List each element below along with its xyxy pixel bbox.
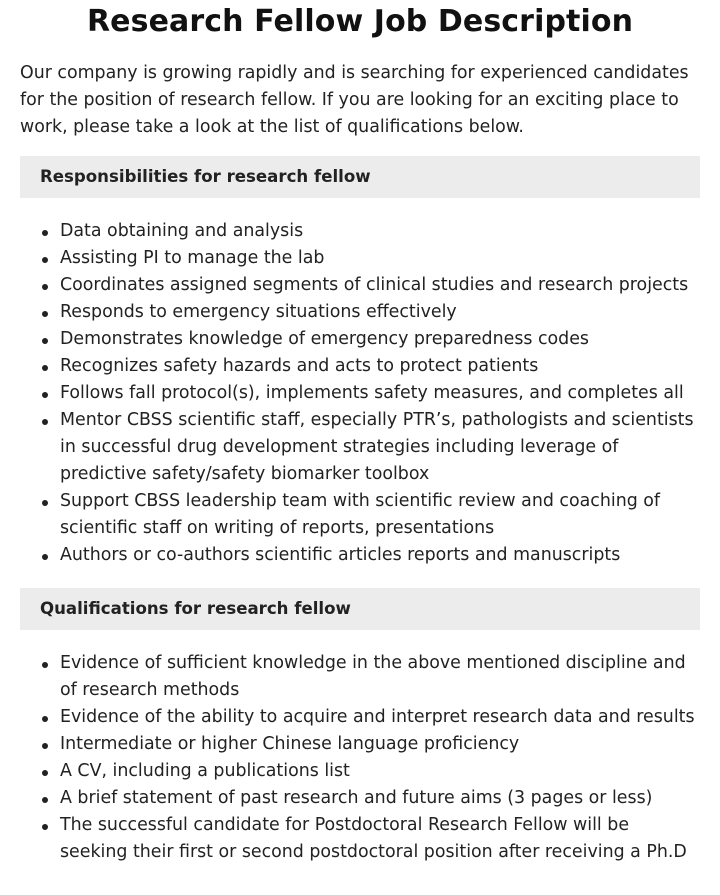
responsibilities-heading: Responsibilities for research fellow (20, 156, 700, 198)
list-item: Authors or co-authors scientific articles reports and manuscripts (20, 542, 700, 569)
list-item: Follows fall protocol(s), implements safety measures, and completes all (20, 380, 700, 407)
list-item: Mentor CBSS scientific staff, especially PTR’s, pathologists and scientists in successful drug development strategies including leverage of predictive safety/safety biomarker toolbox (20, 407, 700, 488)
list-item: A CV, including a publications list (20, 758, 700, 785)
list-item: Support CBSS leadership team with scientific review and coaching of scientific staff on writing of reports, presentations (20, 488, 700, 542)
responsibilities-list (20, 218, 700, 569)
list-item: Responds to emergency situations effectively (20, 299, 700, 326)
list-item: Intermediate or higher Chinese language proficiency (20, 731, 700, 758)
list-item: Coordinates assigned segments of clinical studies and research projects (20, 272, 700, 299)
page-title: Research Fellow Job Description (86, 4, 634, 39)
list-item: Assisting PI to manage the lab (20, 245, 700, 272)
qualifications-heading: Qualifications for research fellow (20, 588, 700, 630)
list-item: Demonstrates knowledge of emergency preparedness codes (20, 326, 700, 353)
list-item: The successful candidate for Postdoctoral Research Fellow will be seeking their first or second postdoctoral position after receiving a Ph.D (20, 812, 700, 866)
list-item: Recognizes safety hazards and acts to protect patients (20, 353, 700, 380)
qualifications-list (20, 650, 700, 866)
list-item: Evidence of the ability to acquire and interpret research data and results (20, 704, 700, 731)
intro-paragraph: Our company is growing rapidly and is searching for experienced candidates for the position of research fellow. If you are looking for an exciting place to work, please take a look at the list of qualifications below. (20, 63, 689, 137)
list-item: Evidence of sufficient knowledge in the above mentioned discipline and of research methods (20, 650, 700, 704)
list-item: Data obtaining and analysis (20, 218, 700, 245)
list-item: A brief statement of past research and future aims (3 pages or less) (20, 785, 700, 812)
